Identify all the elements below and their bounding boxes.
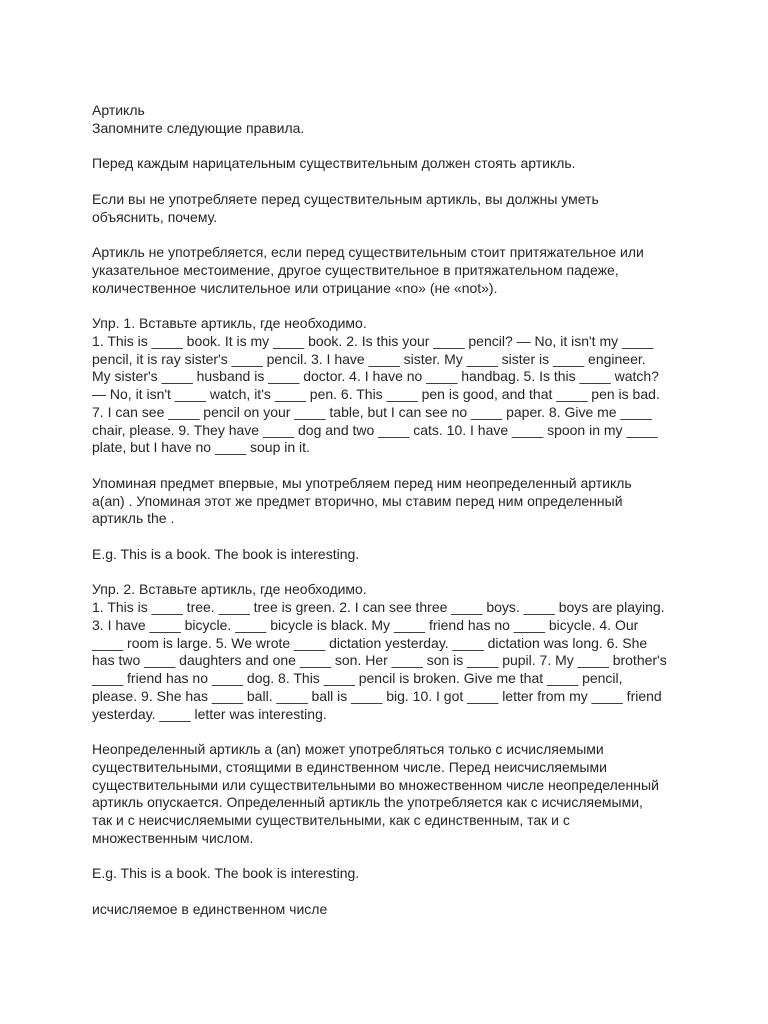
rule-3-line: количественное числительное или отрицание «no» (не «not»).	[92, 279, 498, 296]
closing-note	[92, 901, 768, 919]
rule-3-line: Артикль не употребляется, если перед существительным стоит притяжательное или	[92, 244, 644, 260]
title-block	[92, 102, 768, 138]
exercise-2-line: 3. I have ____ bicycle. ____ bicycle is black. My ____ friend has no ____ bicycle. 4. Our	[92, 616, 639, 633]
exercise-2	[92, 581, 768, 723]
rule-2-line: объяснить, почему.	[92, 208, 218, 225]
exercise-2-line: ____ friend has no ____ dog. 8. This ____ pencil is broken. Give me that ____ pencil,	[92, 670, 623, 686]
explanation-2-line: так и с неисчисляемыми существительными, как с единственным, так и с	[92, 812, 570, 828]
exercise-1-line: 7. I can see ____ pencil on your ____ table, but I can see no ____ paper. 8. Give me ____	[92, 403, 652, 420]
closing-note-line: исчисляемое в единственном числе	[92, 900, 328, 917]
exercise-1-heading: Упр. 1. Вставьте артикль, где необходимо.	[92, 315, 367, 331]
exercise-2-line: has two ____ daughters and one ____ son. Her ____ son is ____ pupil. 7. My ____ brother's	[92, 652, 667, 669]
explanation-2-line: существительными или существительными во множественном числе неопределенный	[92, 776, 659, 793]
explanation-2-line: Неопределенный артикль a (an) может употребляться только с исчисляемыми	[92, 741, 604, 757]
example-1	[92, 546, 768, 564]
exercise-2-line: yesterday. ____ letter was interesting.	[92, 705, 327, 722]
exercise-1-line: chair, please. 9. They have ____ dog and two ____ cats. 10. I have ____ spoon in my ____	[92, 421, 658, 438]
example-2	[92, 865, 768, 883]
exercise-2-heading: Упр. 2. Вставьте артикль, где необходимо.	[92, 581, 367, 598]
rule-paragraph-1	[92, 155, 768, 173]
explanation-2-line: существительными, стоящими в единственном числе. Перед неисчисляемыми	[92, 758, 607, 775]
example-1-line: E.g. This is a book. The book is interesting.	[92, 545, 360, 562]
exercise-2-line: please. 9. She has ____ ball. ____ ball is ____ big. 10. I got ____ letter from my ____ friend	[92, 687, 662, 704]
exercise-2-line: ____ room is large. 5. We wrote ____ dictation yesterday. ____ dictation was long. 6. She	[92, 634, 648, 651]
rule-paragraph-3	[92, 244, 768, 297]
example-2-line: E.g. This is a book. The book is interesting.	[92, 865, 360, 882]
exercise-2-line: 1. This is ____ tree. ____ tree is green. 2. I can see three ____ boys. ____ boys are playing.	[92, 599, 665, 615]
rule-3-line: указательное местоимение, другое существительное в притяжательном падеже,	[92, 261, 619, 278]
explanation-1-line: Упоминая предмет впервые, мы употребляем перед ним неопределенный артикль	[92, 474, 632, 491]
exercise-1-line: — No, it isn't ____ watch, it's ____ pen. 6. This ____ pen is good, and that ____ pen is bad.	[92, 386, 660, 402]
exercise-1	[92, 315, 768, 457]
exercise-1-line: 1. This is ____ book. It is my ____ book. 2. Is this your ____ pencil? — No, it isn't my ____	[92, 332, 654, 349]
rule-paragraph-2	[92, 191, 768, 227]
exercise-1-line: My sister's ____ husband is ____ doctor. 4. I have no ____ handbag. 5. Is this ____ watch?	[92, 368, 659, 385]
exercise-1-line: pencil, it is ray sister's ____ pencil. 3. I have ____ sister. My ____ sister is ____ engineer.	[92, 350, 646, 367]
rule-1-line: Перед каждым нарицательным существительным должен стоять артикль.	[92, 155, 576, 172]
explanation-1	[92, 475, 768, 528]
document-title: Артикль	[92, 102, 145, 118]
explanation-1-line: a(an) . Упоминая этот же предмет вторично, мы ставим перед ним определенный	[92, 492, 623, 509]
explanation-2	[92, 741, 768, 848]
explanation-2-line: множественным числом.	[92, 829, 254, 846]
exercise-1-line: plate, but I have no ____ soup in it.	[92, 439, 310, 456]
rule-2-line: Если вы не употребляете перед существительным артикль, вы должны уметь	[92, 190, 599, 207]
document-subtitle: Запомните следующие правила.	[92, 119, 305, 136]
explanation-1-line: артикль the .	[92, 510, 175, 527]
explanation-2-line: артикль опускается. Определенный артикль the употребляется как с исчисляемыми,	[92, 794, 643, 811]
